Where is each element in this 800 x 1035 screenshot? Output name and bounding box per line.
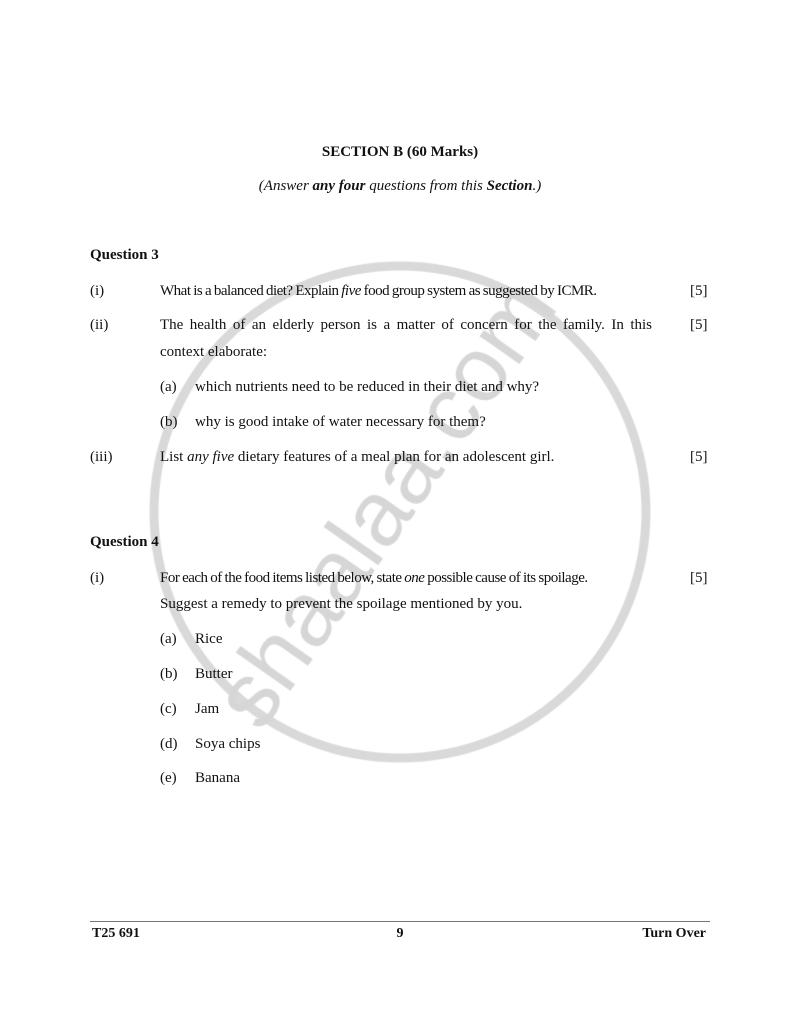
q4-item-label: (d) xyxy=(160,736,178,752)
q4-i-line2: Suggest a remedy to prevent the spoilage mentioned by you. xyxy=(160,596,523,612)
q4-item-text: Soya chips xyxy=(195,736,261,752)
q4-item-label: (e) xyxy=(160,770,177,786)
q4-item-text: Rice xyxy=(195,631,223,647)
q3-ii-a-label: (a) xyxy=(160,379,177,395)
q3-iii-marks: [5] xyxy=(690,449,708,465)
q4-item-label: (b) xyxy=(160,666,178,682)
q4-i-text: For each of the food items listed below, state one possible cause of its spoilage. xyxy=(160,570,588,586)
section-instructions: (Answer any four questions from this Section.) xyxy=(258,178,542,194)
q3-iii-number: (iii) xyxy=(90,449,113,465)
q4-i-marks: [5] xyxy=(690,570,708,586)
q4-item-text: Banana xyxy=(195,770,240,786)
q3-ii-line2: context elaborate: xyxy=(160,344,268,360)
q3-ii-marks: [5] xyxy=(690,317,708,333)
q4-item-label: (a) xyxy=(160,631,177,647)
q3-iii-text: List any five dietary features of a meal plan for an adolescent girl. xyxy=(160,449,555,465)
question-3-title: Question 3 xyxy=(90,247,159,263)
q3-ii-line1: The health of an elderly person is a matter of concern for the family. In this xyxy=(160,317,652,333)
question-4-title: Question 4 xyxy=(90,534,159,550)
q4-item-label: (c) xyxy=(160,701,177,717)
footer-paper-code: T25 691 xyxy=(92,926,140,941)
q3-i-number: (i) xyxy=(90,283,105,299)
section-title: SECTION B (60 Marks) xyxy=(321,144,479,160)
footer-page-number: 9 xyxy=(396,926,404,941)
footer-turn-over: Turn Over xyxy=(642,926,706,941)
footer-divider xyxy=(90,921,710,922)
q3-i-marks: [5] xyxy=(690,283,708,299)
q4-item-text: Butter xyxy=(195,666,233,682)
q4-item-text: Jam xyxy=(195,701,220,717)
q3-ii-a-text: which nutrients need to be reduced in their diet and why? xyxy=(195,379,540,395)
q3-i-text: What is a balanced diet? Explain five food group system as suggested by ICMR. xyxy=(160,283,597,299)
q3-ii-b-text: why is good intake of water necessary for them? xyxy=(195,414,486,430)
q4-i-number: (i) xyxy=(90,570,105,586)
q3-ii-b-label: (b) xyxy=(160,414,178,430)
q3-ii-number: (ii) xyxy=(90,317,109,333)
